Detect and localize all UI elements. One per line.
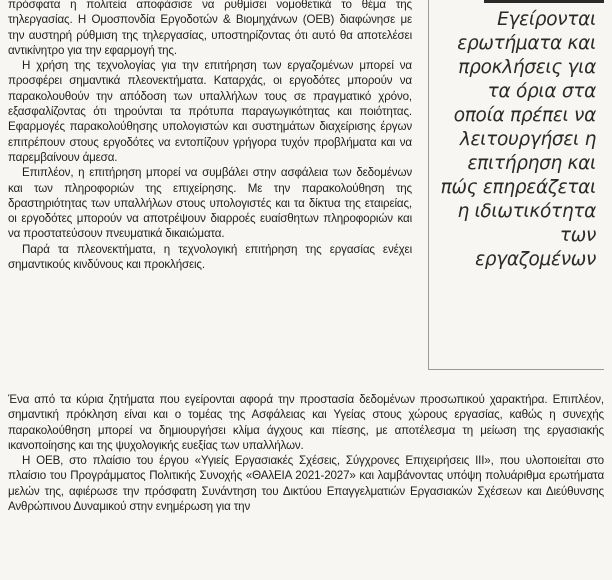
article-paragraph: Ένα από τα κύρια ζητήματα που εγείρονται αφορά την προστασία δεδομένων προσωπικού χαρακτήρα. Επιπλέον, σημαντική πρόκληση είναι και ο τομέας της Ασφάλειας και Υγείας στους χώρους εργασίας, καθώς η συνεχής παρακολούθηση μπορεί να δημιουργήσει κλίμα άγχους και πίεσης, με αποτέλεσμα τη μείωση της εργασιακής ικανοποίησης και της ψυχολογικής ευεξίας των υπαλλήλων. xyxy=(8,393,604,452)
pull-quote-box xyxy=(428,0,604,370)
article-paragraph: Επιπλέον, η επιτήρηση μπορεί να συμβάλει στην ασφάλεια των δεδομένων και των πληροφοριών της επιχείρησης. Με την παρακολούθηση της δραστηριότητας των υπαλλήλων στους υπολογιστές και τα δίκτυα της εταιρείας, οι εργοδότες μπορούν να αποτρέψουν διαρροές ευαίσθητων πληροφοριών και να προστατεύσουν πνευματικά δικαιώματα. xyxy=(8,166,412,241)
article-paragraph: πρόσφατα η πολιτεία αποφάσισε να ρυθμίσει νομοθετικά το θέμα της τηλεργασίας. Η Ομοσπονδία Εργοδοτών & Βιομηχάνων (ΟΕΒ) διαφώνησε με την αυστηρή ρύθμιση της τηλεργασίας, υποστηρίζοντας ότι αυτό θα αποτελέσει αντικίνητρο για την εφαρμογή της. xyxy=(8,0,412,57)
article-paragraph: Παρά τα πλεονεκτήματα, η τεχνολογική επιτήρηση της εργασίας ενέχει σημαντικούς κινδύνους και προκλήσεις. xyxy=(8,242,412,272)
article-fullwidth-text xyxy=(8,392,604,514)
pull-quote-text: Εγείρονται ερωτήματα και προκλήσεις για τα όρια στα οποία πρέπει να λειτουργήσει η επιτήρηση και πώς επηρεάζεται η ιδιωτικότητα των εργαζομένων xyxy=(440,9,596,270)
article-column xyxy=(8,0,412,272)
pull-quote-rule xyxy=(484,0,604,3)
article-paragraph: Η ΟΕΒ, στο πλαίσιο του έργου «Υγιείς Εργασιακές Σχέσεις, Σύγχρονες Επιχειρήσεις ΙΙΙ», που υλοποιείται στο πλαίσιο του Προγράμματος Πολιτικής Συνοχής «ΘΑλΕΙΑ 2021-2027» και λαμβάνοντας υπόψη πολυάριθμα ερωτήματα μελών της, αφιέρωσε την πρόσφατη Συνάντηση του Δικτύου Επαγγελματιών Εργασιακών Σχέσεων και Διεύθυνσης Ανθρώπινου Δυναμικού στην ενημέρωση για την xyxy=(8,454,604,514)
article-paragraph: Η χρήση της τεχνολογίας για την επιτήρηση των εργαζομένων μπορεί να προσφέρει σημαντικά πλεονεκτήματα. Καταρχάς, οι εργοδότες μπορούν να παρακολουθούν την απόδοση των υπαλλήλων τους σε πραγματικό χρόνο, εξασφαλίζοντας ότι τηρούνται τα πρότυπα παραγωγικότητας και ποιότητας. Εφαρμογές παρακολούθησης υπολογιστών και συστημάτων διαχείρισης έργων επιτρέπουν στους εργοδότες να εντοπίζουν γρήγορα τυχόν προβλήματα και να παρεμβαίνουν άμεσα. xyxy=(8,59,412,164)
